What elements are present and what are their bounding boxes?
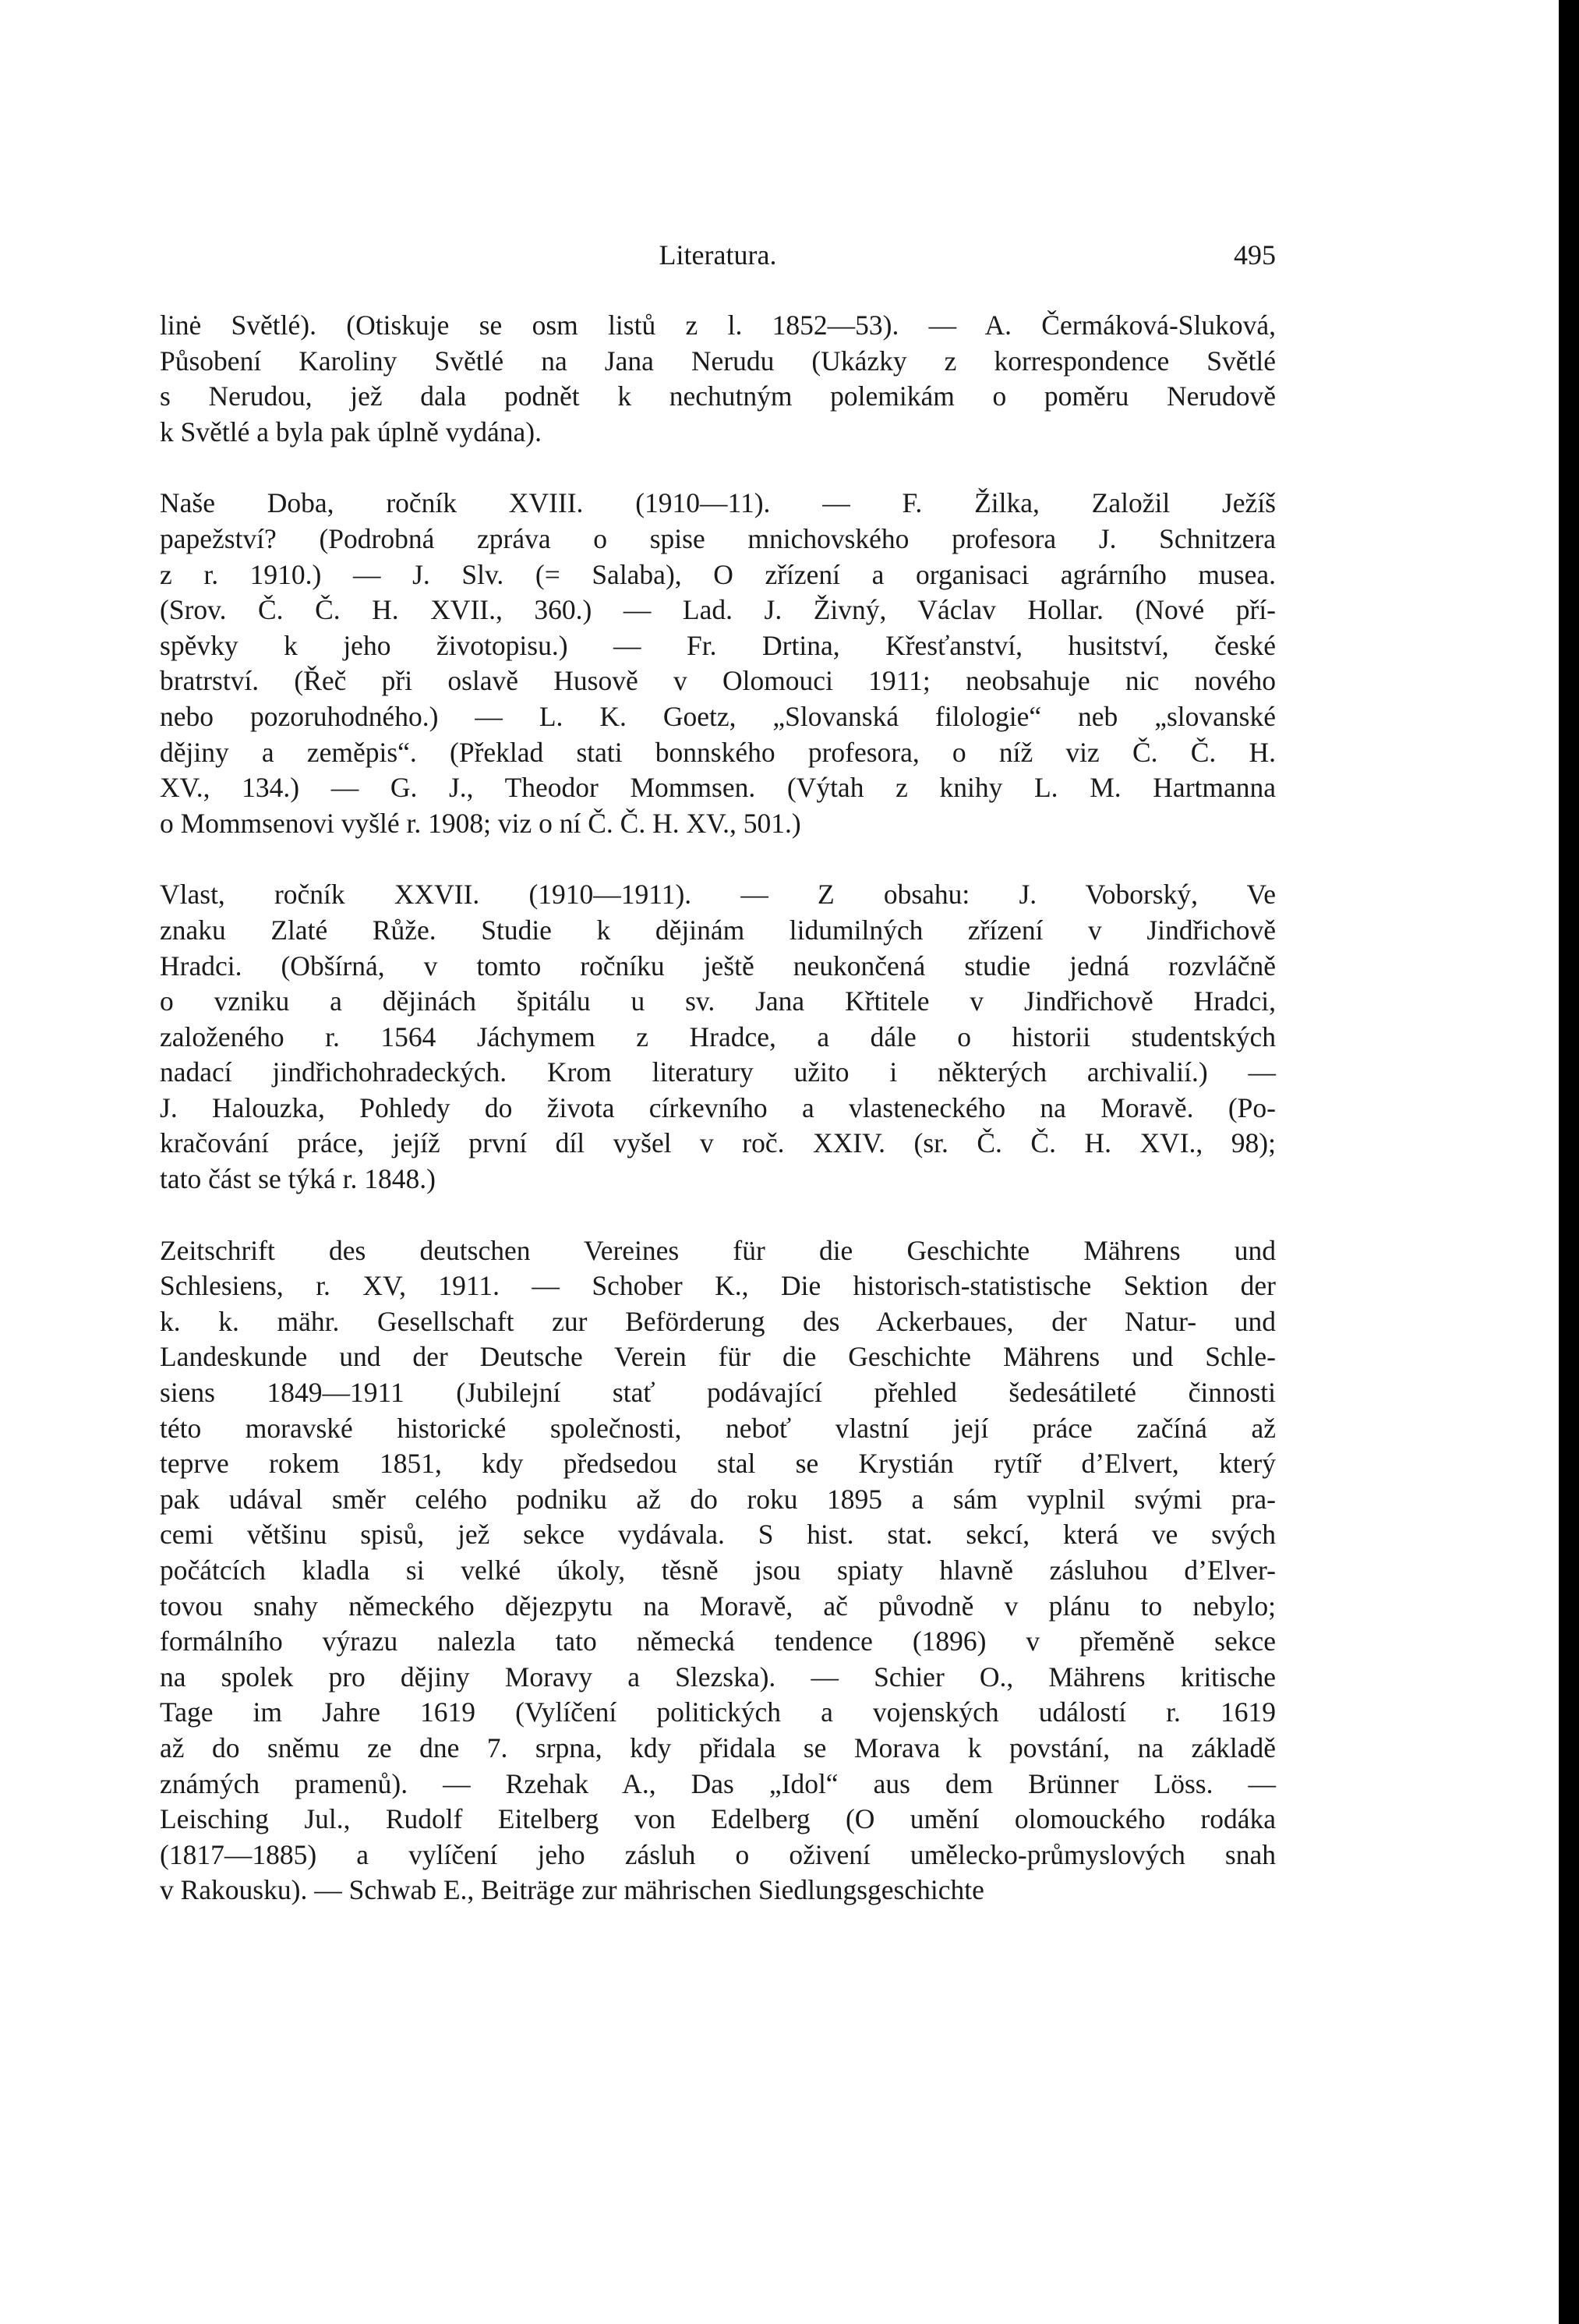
text-line: znaku Zlaté Růže. Studie k dějinám lidumilných zřízení v Jindřichově [160,914,1276,946]
text-line: o vzniku a dějinách špitálu u sv. Jana Křtitele v Jindřichově Hradci, [160,985,1276,1017]
text-line: siens 1849—1911 (Jubilejní stať podávající přehled šedesátileté činnosti [160,1377,1276,1409]
header-title: Literatura. [659,239,777,271]
text-line: tato část se týká r. 1848.) [160,1163,436,1195]
text-line: J. Halouzka, Pohledy do života církevního a vlasteneckého na Moravě. (Po- [160,1091,1276,1123]
text-line: z r. 1910.) — J. Slv. (= Salaba), O zřízení a organisaci agrárního musea. [160,558,1276,590]
text-line: s Nerudou, jež dala podnět k nechutným polemikám o poměru Nerudově [160,380,1276,412]
text-line: (1817—1885) a vylíčení jeho zásluh o oživení umělecko-průmyslových snah [160,1838,1276,1870]
text-line: Schlesiens, r. XV, 1911. — Schober K., Die historisch-statistische Sektion der [160,1270,1276,1302]
paragraph-svetla [160,308,1276,450]
running-header [160,239,1276,278]
text-line: papežství? (Podrobná zpráva o spise mnichovského profesora J. Schnitzera [160,522,1276,554]
text-line: této moravské historické společnosti, neboť vlastní její práce začíná až [160,1412,1276,1444]
text-line: Působení Karoliny Světlé na Jana Nerudu (Ukázky z korrespondence Světlé [160,345,1276,377]
paragraph-zeitschrift [160,1233,1276,1908]
text-line: Leisching Jul., Rudolf Eitelberg von Edelberg (O umění olomouckého rodáka [160,1803,1276,1835]
text-line: bratrství. (Řeč při oslavě Husově v Olomouci 1911; neobsahuje nic nového [160,665,1276,697]
paragraph-nase-doba [160,486,1276,841]
body-text [160,308,1276,1908]
text-line: nadací jindřichohradeckých. Krom literatury užito i některých archivalií.) — [160,1056,1276,1088]
text-line: k Světlé a byla pak úplně vydána). [160,416,542,447]
text-line: Hradci. (Obšírná, v tomto ročníku ještě neukončená studie jedná rozvláčně [160,950,1276,982]
text-line: Vlast, ročník XXVII. (1910—1911). — Z obsahu: J. Voborský, Ve [160,879,1276,911]
text-line: Tage im Jahre 1619 (Vylíčení politických a vojenských událostí r. 1619 [160,1696,1276,1728]
text-line: na spolek pro dějiny Moravy a Slezska). — Schier O., Mährens kritische [160,1661,1276,1693]
text-line: Landeskunde und der Deutsche Verein für die Geschichte Mährens und Schle- [160,1341,1276,1373]
text-line: počátcích kladla si velké úkoly, těsně jsou spiaty hlavně zásluhou d’Elver- [160,1555,1276,1586]
text-line: spěvky k jeho životopisu.) — Fr. Drtina, Křesťanství, husitství, české [160,629,1276,661]
text-line: k. k. mähr. Gesellschaft zur Beförderung des Ackerbaues, der Natur- und [160,1305,1276,1337]
page-number: 495 [1234,239,1276,271]
text-line: pak udával směr celého podniku až do roku 1895 a sám vyplnil svými pra- [160,1483,1276,1515]
text-line: linė Světlé). (Otiskuje se osm listů z l. 1852—53). — A. Čermáková-Sluková, [160,310,1276,341]
scan-edge [1559,0,1579,2324]
text-line: Zeitschrift des deutschen Vereines für die Geschichte Mährens und [160,1234,1276,1266]
text-line: formálního výrazu nalezla tato německá tendence (1896) v přeměně sekce [160,1625,1276,1657]
text-line: (Srov. Č. Č. H. XVII., 360.) — Lad. J. Živný, Václav Hollar. (Nové pří- [160,594,1276,626]
text-line: XV., 134.) — G. J., Theodor Mommsen. (Výtah z knihy L. M. Hartmanna [160,772,1276,804]
text-line: až do sněmu ze dne 7. srpna, kdy přidala se Morava k povstání, na základě [160,1732,1276,1763]
text-line: tovou snahy německého dějezpytu na Moravě, ač původně v plánu to nebylo; [160,1590,1276,1622]
text-line: v Rakousku). — Schwab E., Beiträge zur mährischen Siedlungsgeschichte [160,1874,984,1906]
paragraph-vlast [160,877,1276,1197]
text-line: známých pramenů). — Rzehak A., Das „Idol“ aus dem Brünner Löss. — [160,1767,1276,1799]
text-line: o Mommsenovi vyšlé r. 1908; viz o ní Č. Č. H. XV., 501.) [160,807,801,839]
text-line: založeného r. 1564 Jáchymem z Hradce, a dále o historii studentských [160,1021,1276,1052]
text-line: teprve rokem 1851, kdy předsedou stal se Krystián rytíř d’Elvert, který [160,1448,1276,1480]
text-line: kračování práce, jejíž první díl vyšel v roč. XXIV. (sr. Č. Č. H. XVI., 98); [160,1127,1276,1159]
text-line: nebo pozoruhodného.) — L. K. Goetz, „Slovanská filologie“ neb „slovanské [160,700,1276,732]
text-line: dějiny a zeměpis“. (Překlad stati bonnského profesora, o níž viz Č. Č. H. [160,736,1276,768]
text-line: Naše Doba, ročník XVIII. (1910—11). — F. Žilka, Založil Ježíš [160,487,1276,519]
text-line: cemi většinu spisů, jež sekce vydávala. S hist. stat. sekcí, která ve svých [160,1519,1276,1551]
